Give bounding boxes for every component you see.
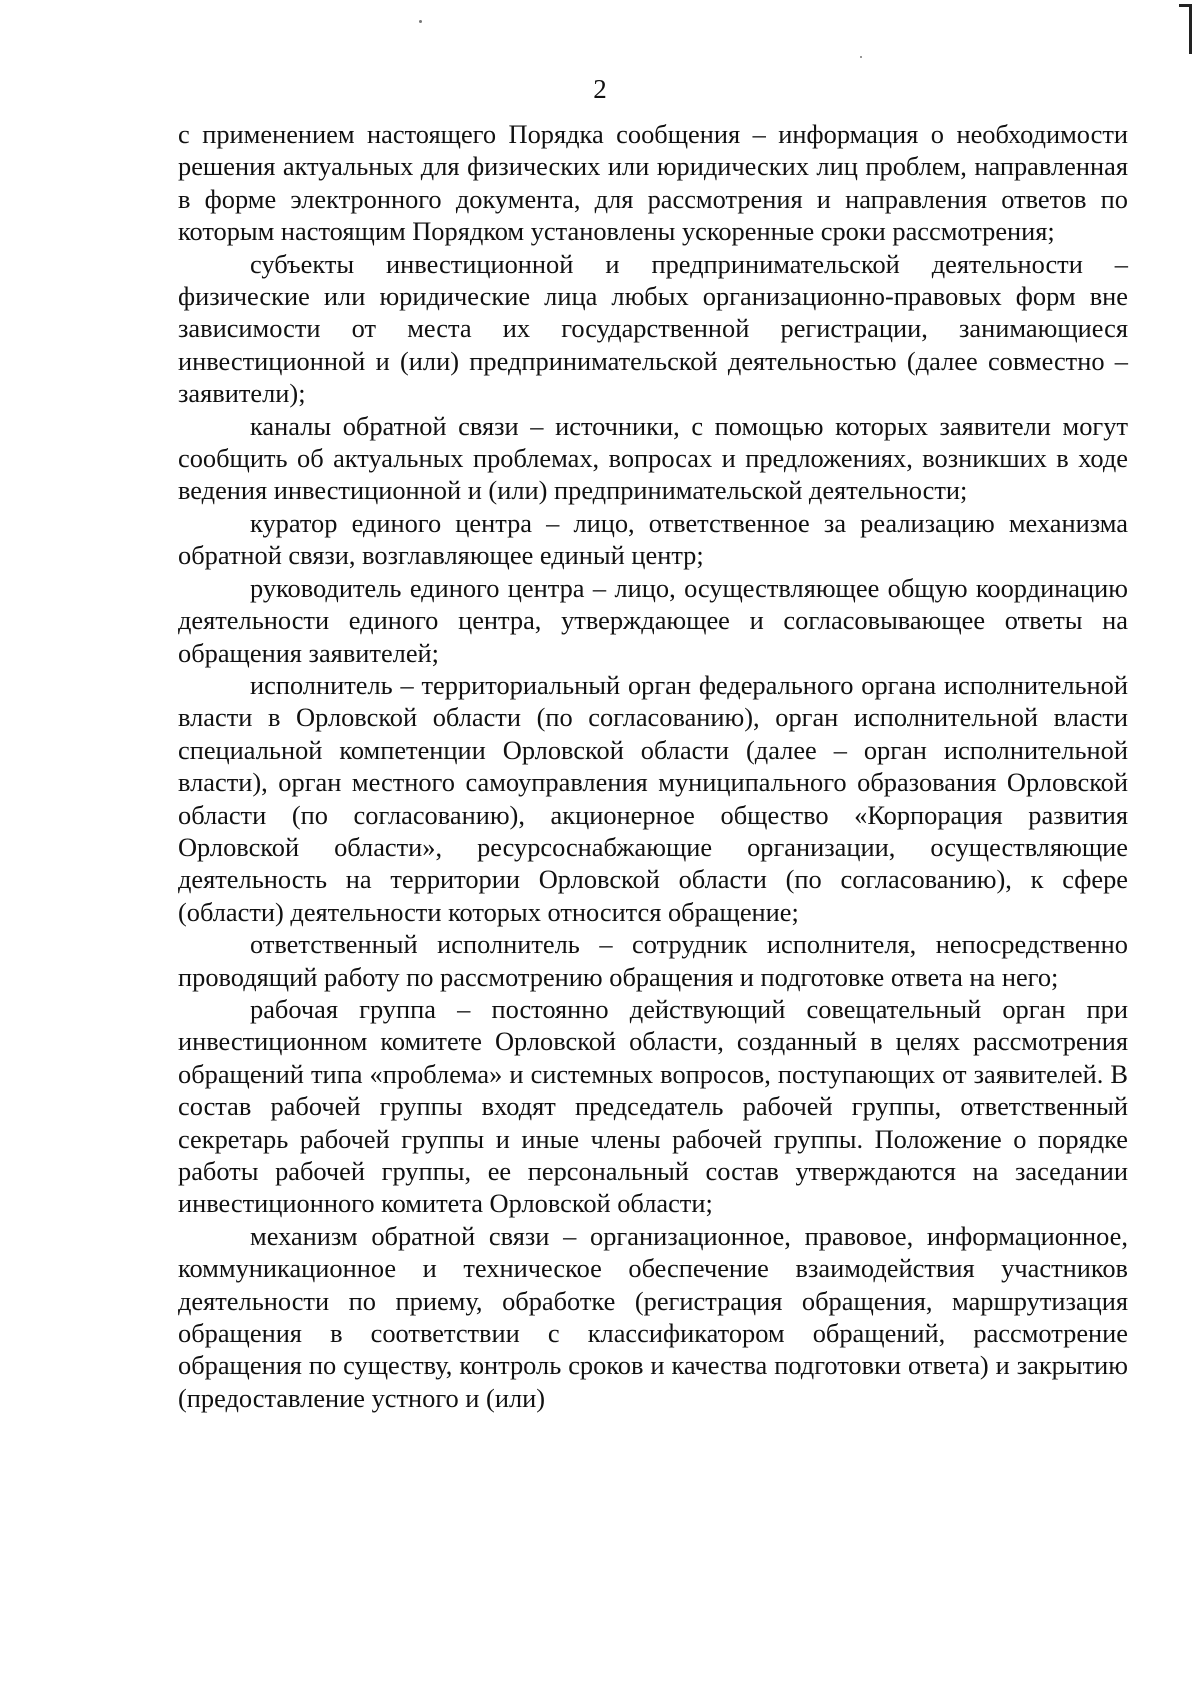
paragraph-curator-definition: куратор единого центра – лицо, ответственное за реализацию механизма обратной связи, возглавляющее единый центр; [178,507,1128,571]
scan-speck [419,20,422,23]
paragraph-subjects-definition: субъекты инвестиционной и предпринимательской деятельности – физические или юридические лица любых организационно-правовых форм вне зависимости от места их государственной регистрации, занимающиеся инвестиционной и (или) предпринимательской деятельностью (далее совместно – заявители); [178,248,1128,409]
paragraph-feedback-channels-definition: каналы обратной связи – источники, с помощью которых заявители могут сообщить об актуальных проблемах, вопросах и предложениях, возникших в ходе ведения инвестиционной и (или) предпринимательской деятельности; [178,410,1128,506]
paragraph-working-group-definition: рабочая группа – постоянно действующий совещательный орган при инвестиционном комитете Орловской области, созданный в целях рассмотрения обращений типа «проблема» и системных вопросов, поступающих от заявителей. В состав рабочей группы входят председатель рабочей группы, ответственный секретарь рабочей группы и иные члены рабочей группы. Положение о порядке работы рабочей группы, ее персональный состав утверждаются на заседании инвестиционного комитета Орловской области; [178,993,1128,1219]
paragraph-head-definition: руководитель единого центра – лицо, осуществляющее общую координацию деятельности единого центра, утверждающее и согласовывающее ответы на обращения заявителей; [178,572,1128,668]
paragraph-executor-definition: исполнитель – территориальный орган федерального органа исполнительной власти в Орловской области (по согласованию), орган исполнительной власти специальной компетенции Орловской области (далее – орган исполнительной власти), орган местного самоуправления муниципального образования Орловской области (по согласованию), акционерное общество «Корпорация развития Орловской области», ресурсоснабжающие организации, осуществляющие деятельность на территории Орловской области (по согласованию), к сфере (области) деятельности которых относится обращение; [178,669,1128,927]
scan-speck [860,56,862,58]
document-body [178,118,1128,1414]
paragraph-responsible-executor-definition: ответственный исполнитель – сотрудник исполнителя, непосредственно проводящий работу по рассмотрению обращения и подготовке ответа на него; [178,929,1128,992]
scan-edge-mark [1189,4,1192,54]
page-number: 2 [593,74,607,104]
paragraph-messages-definition: с применением настоящего Порядка сообщения – информация о необходимости решения актуальных для физических или юридических лиц проблем, направленная в форме электронного документа, для рассмотрения и направления ответов по которым настоящим Порядком установлены ускоренные сроки рассмотрения; [178,119,1128,247]
paragraph-feedback-mechanism-definition: механизм обратной связи – организационное, правовое, информационное, коммуникационное и техническое обеспечение взаимодействия участников деятельности по приему, обработке (регистрация обращения, маршрутизация обращения в соответствии с классификатором обращений, рассмотрение обращения по существу, контроль сроков и качества подготовки ответа) и закрытию (предоставление устного и (или) [178,1220,1128,1413]
